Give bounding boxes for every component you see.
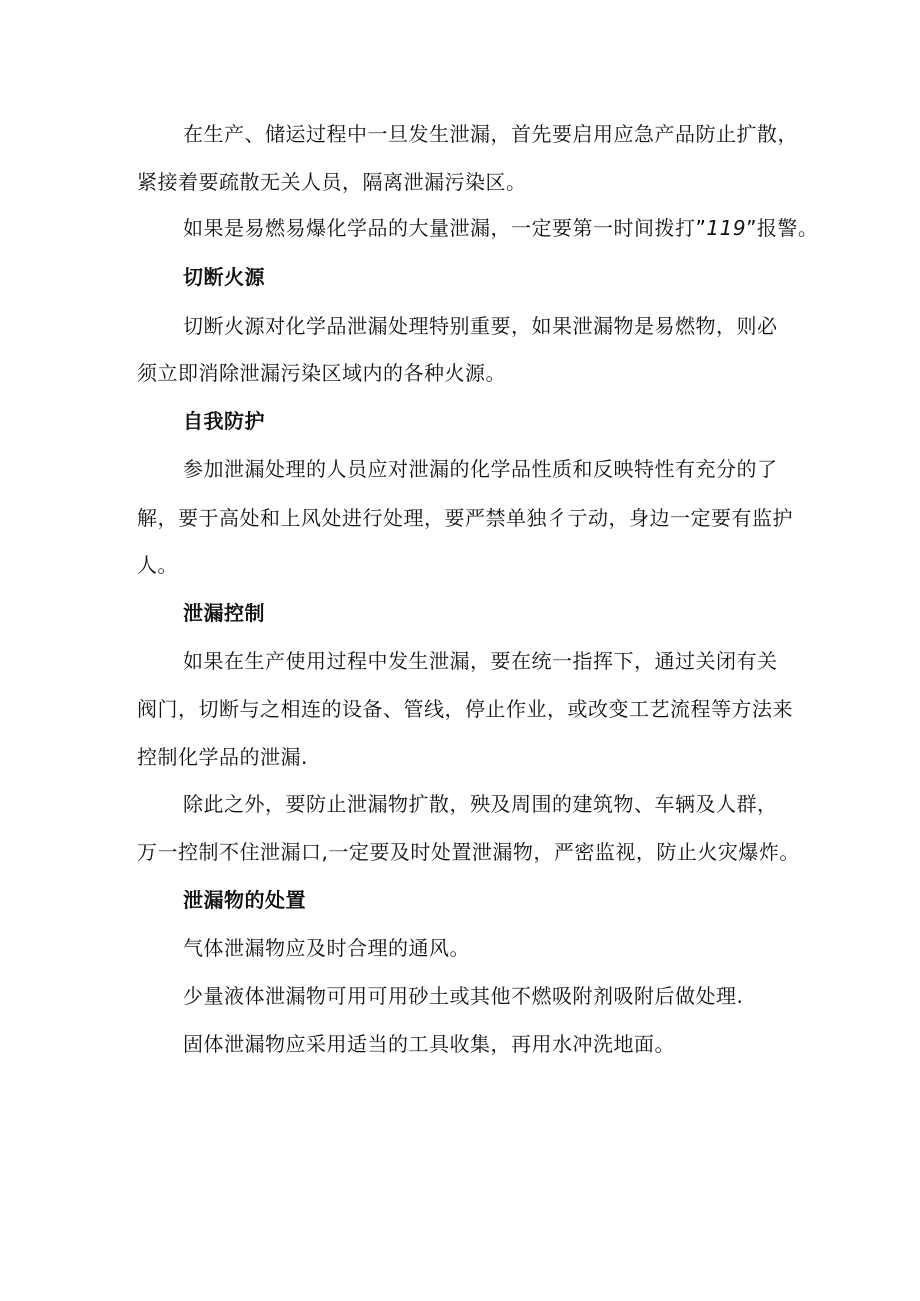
text-segment: 如果是易燃易爆化学品的大量泄漏，一定要第一时间拨打”	[183, 216, 707, 240]
paragraph-line: 少量液体泄漏物可用可用砂土或其他不燃吸附剂吸附后做处理.	[183, 984, 744, 1008]
paragraph-line-alarm	[183, 213, 818, 243]
section-heading: 泄漏物的处置	[183, 888, 306, 912]
paragraph-line: 须立即消除泄漏污染区域内的各种火源。	[137, 361, 506, 385]
paragraph-line: 如果在生产使用过程中发生泄漏，要在统一指挥下，通过关闭有关	[183, 649, 778, 673]
paragraph-line: 人。	[137, 553, 178, 577]
section-heading: 泄漏控制	[183, 601, 265, 625]
section-heading: 自我防护	[183, 409, 265, 433]
paragraph-line: 阀门，切断与之相连的设备、管线，停止作业，或改变工艺流程等方法来	[137, 697, 793, 721]
paragraph-line: 参加泄漏处理的人员应对泄漏的化学品性质和反映特性有充分的了	[183, 457, 778, 481]
paragraph-line: 控制化学品的泄漏.	[137, 745, 308, 769]
paragraph-line: 气体泄漏物应及时合理的通风。	[183, 936, 470, 960]
section-heading: 切断火源	[183, 265, 265, 289]
paragraph-line: 解，要于高处和上风处进行处理，要严禁单独彳亍动，身边一定要有监护	[137, 506, 793, 530]
paragraph-line: 万一控制不住泄漏口,一定要及时处置泄漏物，严密监视，防止火灾爆炸。	[137, 840, 800, 864]
paragraph-line: 除此之外，要防止泄漏物扩散，殃及周围的建筑物、车辆及人群，	[183, 792, 778, 816]
paragraph-line: 在生产、储运过程中一旦发生泄漏，首先要启用应急产品防止扩散，	[183, 122, 798, 146]
paragraph-line: 固体泄漏物应采用适当的工具收集，再用水冲洗地面。	[183, 1032, 675, 1056]
alarm-number: 119	[706, 216, 747, 240]
paragraph-line: 切断火源对化学品泄漏处理特别重要，如果泄漏物是易燃物，则必	[183, 314, 778, 338]
text-segment: ”报警。	[746, 216, 819, 240]
paragraph-line: 紧接着要疏散无关人员，隔离泄漏污染区。	[137, 170, 527, 194]
